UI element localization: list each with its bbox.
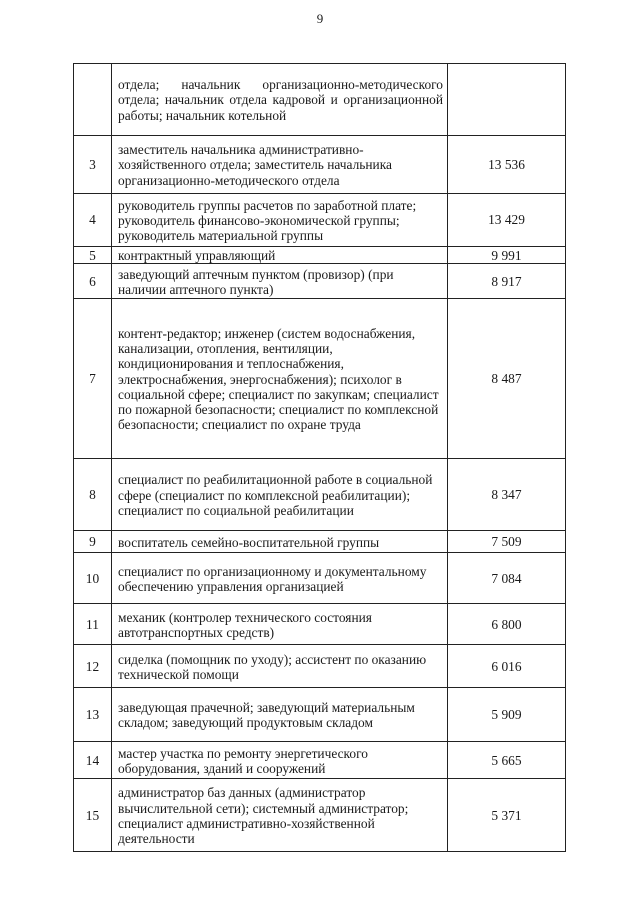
- table-row: [74, 247, 566, 264]
- row-number: 11: [74, 604, 112, 645]
- row-number: 3: [74, 136, 112, 194]
- salary-value: 6 016: [448, 645, 566, 688]
- row-number: 15: [74, 779, 112, 852]
- position-description: руководитель группы расчетов по заработной плате; руководитель финансово-экономической группы; руководитель материальной группы: [112, 194, 448, 247]
- row-number: 8: [74, 459, 112, 531]
- table-row: [74, 194, 566, 247]
- position-description: администратор баз данных (администратор вычислительной сети); системный администратор; специалист административно-хозяйственной деятельности: [112, 779, 448, 852]
- position-description: сиделка (помощник по уходу); ассистент по оказанию технической помощи: [112, 645, 448, 688]
- salary-value: 8 917: [448, 264, 566, 299]
- table-row: [74, 459, 566, 531]
- row-number: 4: [74, 194, 112, 247]
- table-row: [74, 64, 566, 136]
- salary-value: 5 665: [448, 742, 566, 779]
- table-row: [74, 553, 566, 604]
- page-number: 9: [316, 11, 324, 26]
- salary-value: 7 509: [448, 531, 566, 553]
- position-description: специалист по организационному и документальному обеспечению управления организацией: [112, 553, 448, 604]
- row-number: 13: [74, 688, 112, 742]
- table-row: [74, 688, 566, 742]
- position-description: отдела; начальник организационно-методического отдела; начальник отдела кадровой и организационной работы; начальник котельной: [112, 64, 448, 136]
- row-number: 5: [74, 247, 112, 264]
- salary-value: 6 800: [448, 604, 566, 645]
- row-number: 7: [74, 299, 112, 459]
- salary-value: 13 536: [448, 136, 566, 194]
- salary-value: 8 347: [448, 459, 566, 531]
- position-description: контрактный управляющий: [112, 247, 448, 264]
- row-number: 14: [74, 742, 112, 779]
- position-description: заведующий аптечным пунктом (провизор) (при наличии аптечного пункта): [112, 264, 448, 299]
- table-row: [74, 299, 566, 459]
- row-number: 9: [74, 531, 112, 553]
- position-description: мастер участка по ремонту энергетического оборудования, зданий и сооружений: [112, 742, 448, 779]
- positions-salary-table: [73, 63, 566, 852]
- position-description: контент-редактор; инженер (систем водоснабжения, канализации, отопления, вентиляции, кондиционирования и теплоснабжения, электроснабжения, энергоснабжения); психолог в социальной сфере; специалист по закупкам; специалист по пожарной безопасности; специалист по комплексной безопасности; специалист по охране труда: [112, 299, 448, 459]
- salary-value: 9 991: [448, 247, 566, 264]
- salary-value: [448, 64, 566, 136]
- table-row: [74, 136, 566, 194]
- salary-value: 8 487: [448, 299, 566, 459]
- position-description: заведующая прачечной; заведующий материальным складом; заведующий продуктовым складом: [112, 688, 448, 742]
- table-row: [74, 604, 566, 645]
- position-description: заместитель начальника административно-хозяйственного отдела; заместитель начальника организационно-методического отдела: [112, 136, 448, 194]
- row-number: 12: [74, 645, 112, 688]
- salary-value: 7 084: [448, 553, 566, 604]
- salary-value: 5 371: [448, 779, 566, 852]
- row-number: 10: [74, 553, 112, 604]
- position-description: механик (контролер технического состояния автотранспортных средств): [112, 604, 448, 645]
- table-row: [74, 264, 566, 299]
- table-row: [74, 531, 566, 553]
- position-description: воспитатель семейно-воспитательной группы: [112, 531, 448, 553]
- table-row: [74, 742, 566, 779]
- table-row: [74, 779, 566, 852]
- table-row: [74, 645, 566, 688]
- salary-value: 13 429: [448, 194, 566, 247]
- row-number: 6: [74, 264, 112, 299]
- row-number: [74, 64, 112, 136]
- salary-value: 5 909: [448, 688, 566, 742]
- position-description: специалист по реабилитационной работе в социальной сфере (специалист по комплексной реабилитации); специалист по социальной реабилитации: [112, 459, 448, 531]
